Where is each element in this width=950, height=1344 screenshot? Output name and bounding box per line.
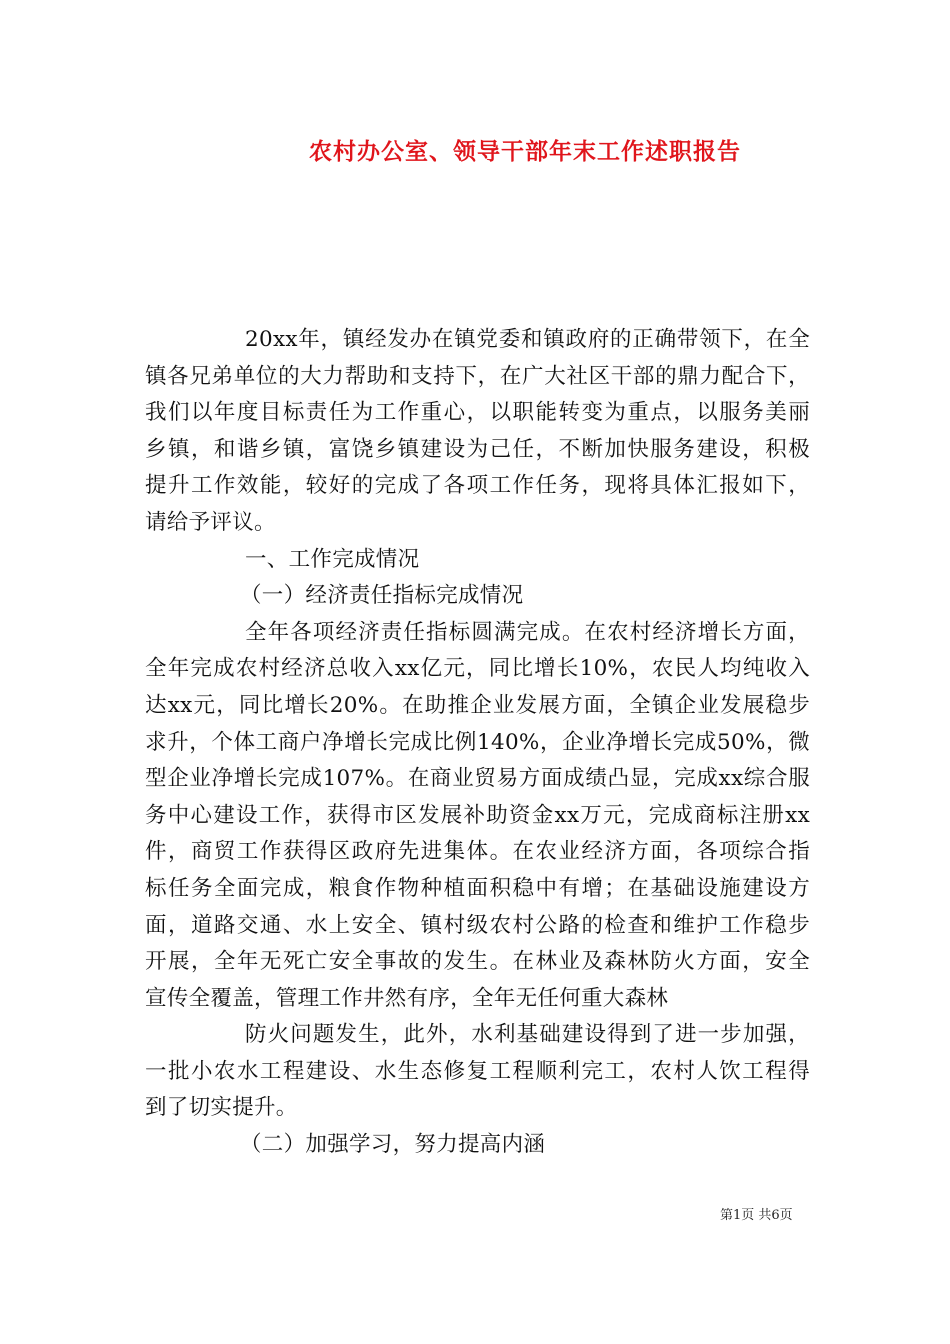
text-line: 我们以年度目标责任为工作重心，以职能转变为重点，以服务美丽 [145,400,810,426]
document-body [145,322,810,1164]
text-line: 全年各项经济责任指标圆满完成。在农村经济增长方面， [245,619,810,645]
text-line: 提升工作效能，较好的完成了各项工作任务，现将具体汇报如下， [145,473,810,499]
text-line: 务中心建设工作，获得市区发展补助资金xx万元，完成商标注册xx [145,802,810,828]
text-line: 件，商贸工作获得区政府先进集体。在农业经济方面，各项综合指 [145,839,810,865]
subsection-heading: （一）经济责任指标完成情况 [240,583,524,609]
text-line: 开展，全年无死亡安全事故的发生。在林业及森林防火方面，安全 [145,949,810,975]
page-number-footer: 第1页 共6页 [720,1208,793,1223]
text-line: 面，道路交通、水上安全、镇村级农村公路的检查和维护工作稳步 [145,912,810,938]
section-heading: 一、工作完成情况 [245,546,420,572]
text-line: 型企业净增长完成107%。在商业贸易方面成绩凸显，完成xx综合服 [145,766,810,792]
text-line: 请给予评议。 [145,509,276,535]
text-line: 宣传全覆盖，管理工作井然有序，全年无任何重大森林 [145,985,669,1011]
text-line: 全年完成农村经济总收入xx亿元，同比增长10%，农民人均纯收入 [145,656,810,682]
text-line: 达xx元，同比增长20%。在助推企业发展方面，全镇企业发展稳步 [145,692,810,718]
subsection-heading: （二）加强学习，努力提高内涵 [240,1132,546,1158]
document-title: 农村办公室、领导干部年末工作述职报告 [309,138,741,165]
text-line: 20xx年，镇经发办在镇党委和镇政府的正确带领下，在全 [245,327,810,352]
text-line: 防火问题发生，此外，水利基础建设得到了进一步加强， [245,1022,810,1048]
text-line: 求升，个体工商户净增长完成比例140%，企业净增长完成50%，微 [145,729,810,755]
text-line: 标任务全面完成，粮食作物种植面积稳中有增；在基础设施建设方 [145,875,810,901]
text-line: 镇各兄弟单位的大力帮助和支持下，在广大社区干部的鼎力配合下， [145,363,810,389]
text-line: 到了切实提升。 [145,1095,298,1121]
text-line: 一批小农水工程建设、水生态修复工程顺利完工，农村人饮工程得 [145,1058,810,1084]
text-line: 乡镇，和谐乡镇，富饶乡镇建设为己任，不断加快服务建设，积极 [145,436,810,462]
